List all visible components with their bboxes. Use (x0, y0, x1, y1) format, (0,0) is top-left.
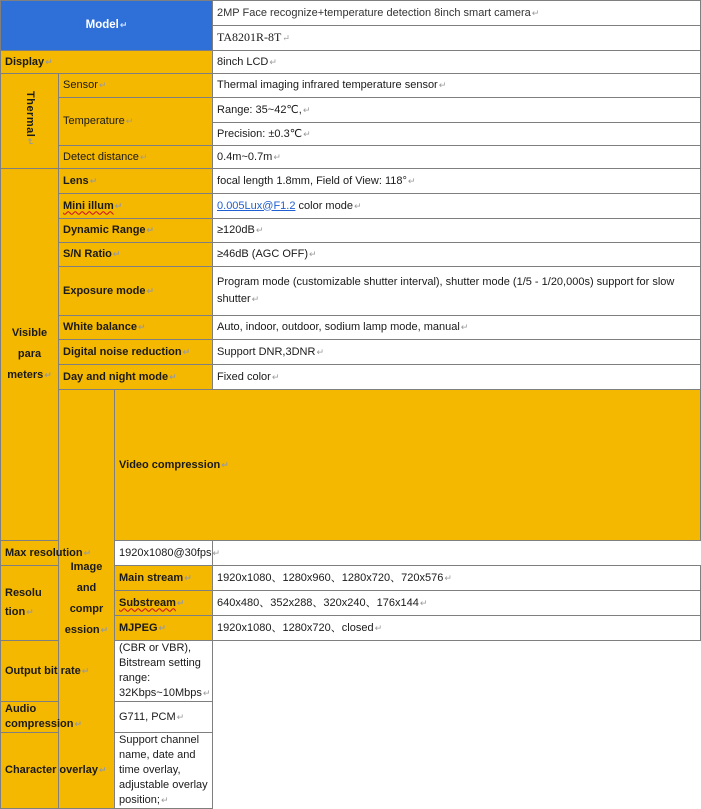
temperature-label: Temperature↵ (59, 98, 213, 146)
detect-distance-value: 0.4m~0.7m↵ (213, 146, 701, 169)
mini-illum-link[interactable]: 0.005Lux@F1.2 (217, 199, 296, 212)
substream-label: Substream↵ (115, 591, 213, 616)
substream-value: 640x480、352x288、320x240、176x144↵ (213, 591, 701, 616)
display-label: Display↵ (1, 51, 213, 74)
display-value: 8inch LCD↵ (213, 51, 701, 74)
audio-compression-label: Audio compression↵ (1, 702, 115, 733)
temperature-precision: Precision: ±0.3℃↵ (213, 123, 701, 146)
character-overlay-label: Character overlay↵ (1, 733, 115, 809)
sensor-value: Thermal imaging infrared temperature sensor↵ (213, 74, 701, 98)
mjpeg-label: MJPEG↵ (115, 616, 213, 641)
main-stream-value: 1920x1080、1280x960、1280x720、720x576↵ (213, 566, 701, 591)
character-overlay-value: Support channel name, date and time overlay, adjustable overlay position;↵ (115, 733, 213, 809)
model-line2: TA8201R-8T↵ (213, 26, 701, 51)
detect-distance-label: Detect distance↵ (59, 146, 213, 169)
output-bitrate-value: (CBR or VBR), Bitstream setting range: 32Kbps~10Mbps↵ (115, 641, 213, 702)
lens-value: focal length 1.8mm, Field of View: 118°↵ (213, 169, 701, 194)
max-resolution-label: Max resolution↵ (1, 541, 115, 566)
exposure-mode-label: Exposure mode↵ (59, 267, 213, 316)
sn-ratio-label: S/N Ratio↵ (59, 243, 213, 267)
visible-group-label: Visible para meters↵ (1, 169, 59, 541)
thermal-group-label: Thermal↵ (1, 74, 59, 169)
dnr-label: Digital noise reduction↵ (59, 340, 213, 365)
day-night-value: Fixed color↵ (213, 365, 701, 390)
video-compression-label: Video compression↵ (115, 390, 701, 541)
dynamic-range-value: ≥120dB↵ (213, 219, 701, 243)
main-stream-label: Main stream↵ (115, 566, 213, 591)
white-balance-label: White balance↵ (59, 316, 213, 340)
lens-label: Lens↵ (59, 169, 213, 194)
audio-compression-value: G711, PCM↵ (115, 702, 213, 733)
dynamic-range-label: Dynamic Range↵ (59, 219, 213, 243)
mini-illum-label: Mini illum↵ (59, 194, 213, 219)
sn-ratio-value: ≥46dB (AGC OFF)↵ (213, 243, 701, 267)
model-line1: 2MP Face recognize+temperature detection 8inch smart camera↵ (213, 1, 701, 26)
output-bitrate-label: Output bit rate↵ (1, 641, 115, 702)
dnr-value: Support DNR,3DNR↵ (213, 340, 701, 365)
temperature-range: Range: 35~42℃,↵ (213, 98, 701, 123)
exposure-mode-value: Program mode (customizable shutter interval), shutter mode (1/5 - 1/20,000s) support for slow shutter↵ (213, 267, 701, 316)
image-group-label: Image and compr ession↵ (59, 390, 115, 809)
mini-illum-value: 0.005Lux@F1.2 color mode↵ (213, 194, 701, 219)
mjpeg-value: 1920x1080、1280x720、closed↵ (213, 616, 701, 641)
resolution-label: Resolu tion↵ (1, 566, 59, 641)
white-balance-value: Auto, indoor, outdoor, sodium lamp mode, manual↵ (213, 316, 701, 340)
sensor-label: Sensor↵ (59, 74, 213, 98)
max-resolution-value: 1920x1080@30fps↵ (115, 541, 213, 566)
day-night-label: Day and night mode↵ (59, 365, 213, 390)
model-label: Model↵ (1, 1, 213, 51)
